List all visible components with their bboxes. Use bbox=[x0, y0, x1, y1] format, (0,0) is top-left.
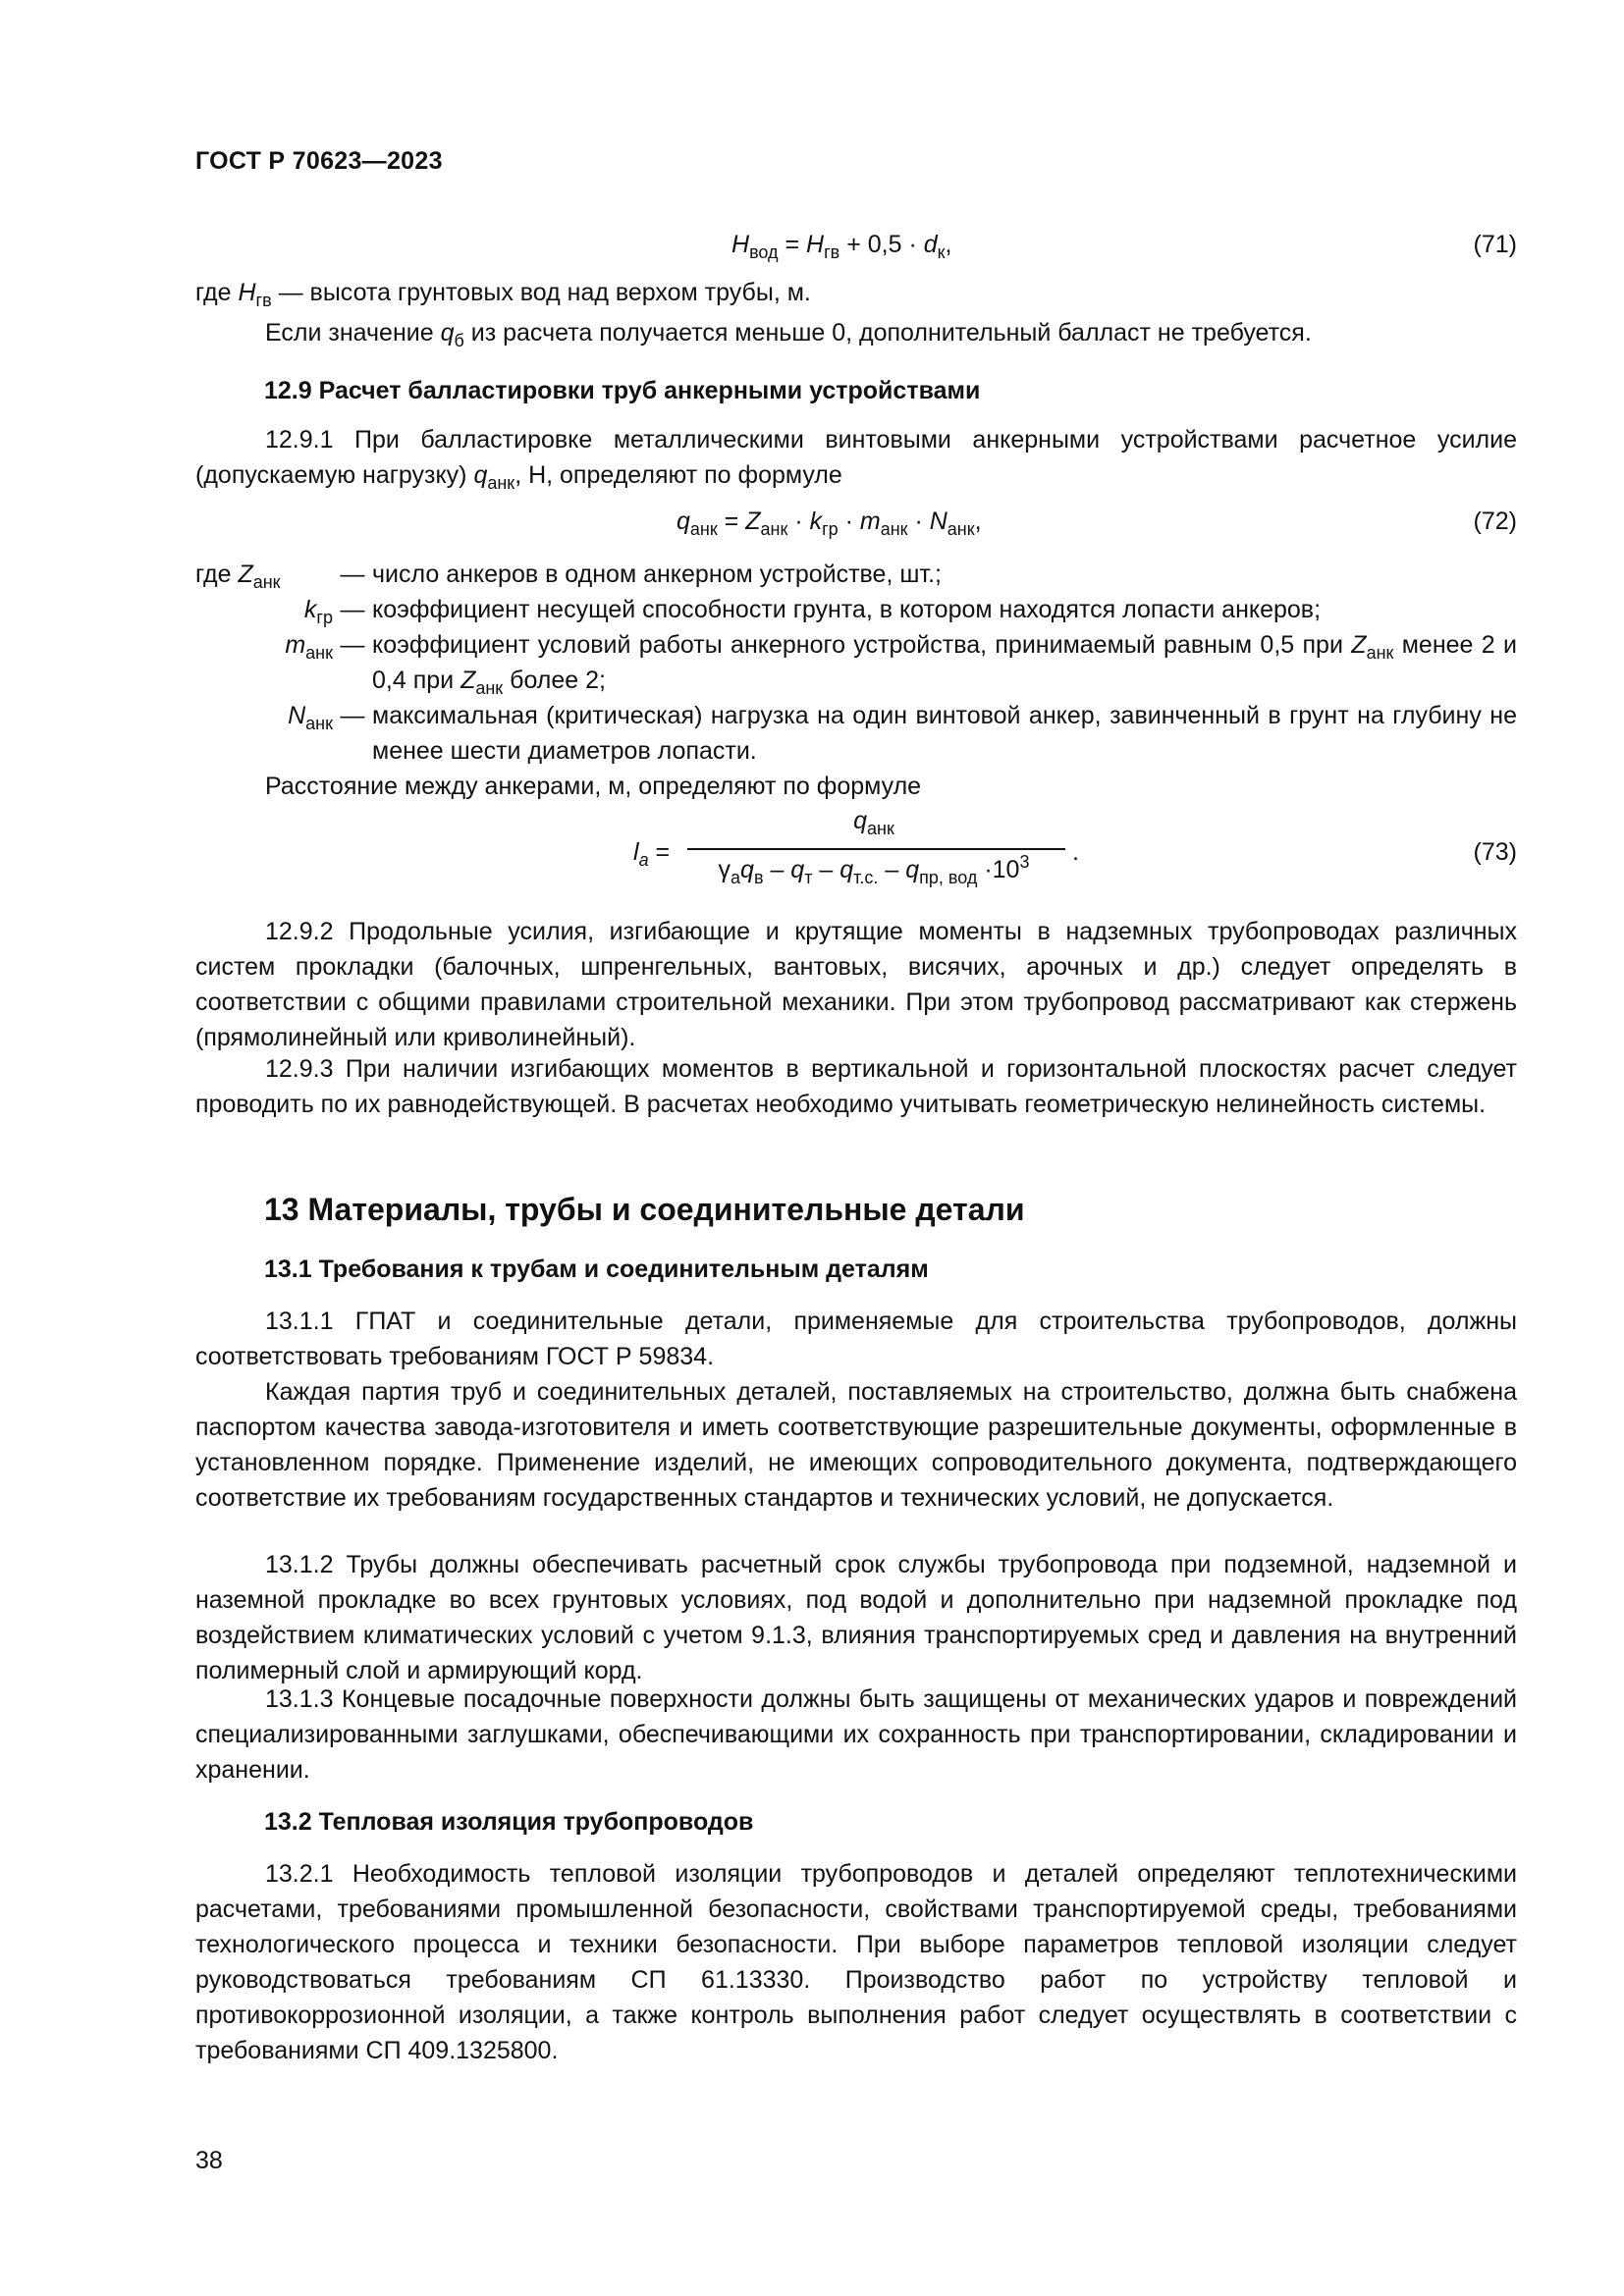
section-12-9-title: 12.9 Расчет балластировки труб анкерными устройствами bbox=[264, 377, 981, 404]
definition-kgr: $k_{гр}$ — коэффициент несущей способности грунта, в котором находятся лопасти анкеров; bbox=[303, 596, 1322, 627]
definition-nank: $N_{анк}$ — максимальная (критическая) нагрузка на один винтовой анкер, завинченный в грунт на глубину не менее шести диаметров лопасти. bbox=[288, 702, 1517, 765]
equation-73-number: (73) bbox=[1473, 838, 1517, 866]
equation-72: $q_{анк} = Z_{анк} \cdot k_{гр} \cdot m_{анк} \cdot N_{анк}$, bbox=[677, 507, 982, 539]
section-13-2-title: 13.2 Тепловая изоляция трубопроводов bbox=[264, 1808, 754, 1836]
paragraph-13-1-1b: Каждая партия труб и соединительных деталей, поставляемых на строительство, должна быть снабжена паспортом качества завода-изготовителя и иметь соответствующие разрешительные документы, оформленные в установленном порядке. Применение изделий, не имеющих сопроводительного документа, подтверждающего соответствие их требованиям государственных стандартов и технических условий, не допускается. bbox=[195, 1378, 1517, 1512]
page-number: 38 bbox=[195, 2147, 223, 2174]
paragraph-12-9-3: 12.9.3 При наличии изгибающих моментов в вертикальной и горизонтальной плоскостях расчет следует проводить по их равнодействующей. В расчетах необходимо учитывать геометрическую нелинейность системы. bbox=[195, 1055, 1517, 1118]
definition-zank: где $Z_{анк}$ — число анкеров в одном анкерном устройстве, шт.; bbox=[195, 561, 942, 592]
paragraph-13-1-3: 13.1.3 Концевые посадочные поверхности должны быть защищены от механических ударов и повреждений специализированными заглушками, обеспечивающими их сохранность при транспортировании, складировании и хранении. bbox=[195, 1685, 1517, 1784]
equation-73-lhs: $l_a$ = bbox=[633, 838, 671, 870]
equation-73-fraction bbox=[677, 807, 1070, 895]
paragraph-13-1-1: 13.1.1 ГПАТ и соединительные детали, применяемые для строительства трубопроводов, должны соответствовать требованиям ГОСТ Р 59834. bbox=[195, 1308, 1517, 1370]
paragraph-12-9-2: 12.9.2 Продольные усилия, изгибающие и крутящие моменты в надземных трубопроводах различных систем прокладки (балочных, шпренгельных, вантовых, висячих, арочных и др.) следует определять в соответствии с общими правилами строительной механики. При этом трубопровод рассматривают как стержень (прямолинейный или криволинейный). bbox=[195, 918, 1517, 1051]
section-13-title: 13 Материалы, трубы и соединительные детали bbox=[264, 1192, 1025, 1227]
definitions-list bbox=[195, 557, 1517, 769]
paragraph-12-9-1: 12.9.1 При балластировке металлическими винтовыми анкерными устройствами расчетное усилие (допускаемую нагрузку) $q_{анк}$, Н, определяют по формуле bbox=[195, 426, 1517, 493]
section-13-1-title: 13.1 Требования к трубам и соединительным деталям bbox=[264, 1255, 929, 1283]
equation-72-number: (72) bbox=[1473, 507, 1517, 535]
paragraph-13-1-2: 13.1.2 Трубы должны обеспечивать расчетный срок службы трубопровода при подземной, надземной и наземной прокладке во всех грунтовых условиях, под водой и дополнительно при надземной прокладке под воздействием климатических условий с учетом 9.1.3, влияния транспортируемых сред и давления на внутренний полимерный слой и армирующий корд. bbox=[195, 1551, 1517, 1684]
paragraph-13-2-1: 13.2.1 Необходимость тепловой изоляции трубопроводов и деталей определяют теплотехническими расчетами, требованиями промышленной безопасности, свойствами транспортируемой среды, требованиями технологического процесса и техники безопасности. При выборе параметров тепловой изоляции следует руководствоваться требованиям СП 61.13330. Производство работ по устройству тепловой и противокоррозионной изоляции, а также контроль выполнения работ следует осуществлять в соответствии с требованиями СП 409.1325800. bbox=[195, 1860, 1517, 2064]
equation-71-number: (71) bbox=[1473, 231, 1517, 258]
equation-71: $H_{вод} = H_{гв} + 0,5 \cdot d_к$, bbox=[731, 231, 952, 262]
paragraph-distance: Расстояние между анкерами, м, определяют по формуле bbox=[265, 773, 922, 800]
fraction-bar bbox=[687, 848, 1065, 850]
equation-73-numerator: $q_{анк}$ bbox=[853, 807, 894, 838]
qb-note: Если значение $q_б$ из расчета получается меньше 0, дополнительный балласт не требуется. bbox=[265, 319, 1312, 350]
equation-73-period: . bbox=[1072, 838, 1079, 866]
equation-73-denominator: $\gamma_аq_в - q_т - q_{т.с.} - q_{пр, вод} \cdot 10^3$ bbox=[718, 852, 1030, 887]
where-hgv: где $H_{гв}$ — высота грунтовых вод над верхом трубы, м. bbox=[195, 279, 811, 310]
document-header: ГОСТ Р 70623—2023 bbox=[195, 147, 443, 175]
definition-mank: $m_{анк}$ — коэффициент условий работы анкерного устройства, принимаемый равным 0,5 при $Z_{анк}$ менее 2 и 0,4 при $Z_{анк}$ более 2; bbox=[285, 631, 1517, 698]
